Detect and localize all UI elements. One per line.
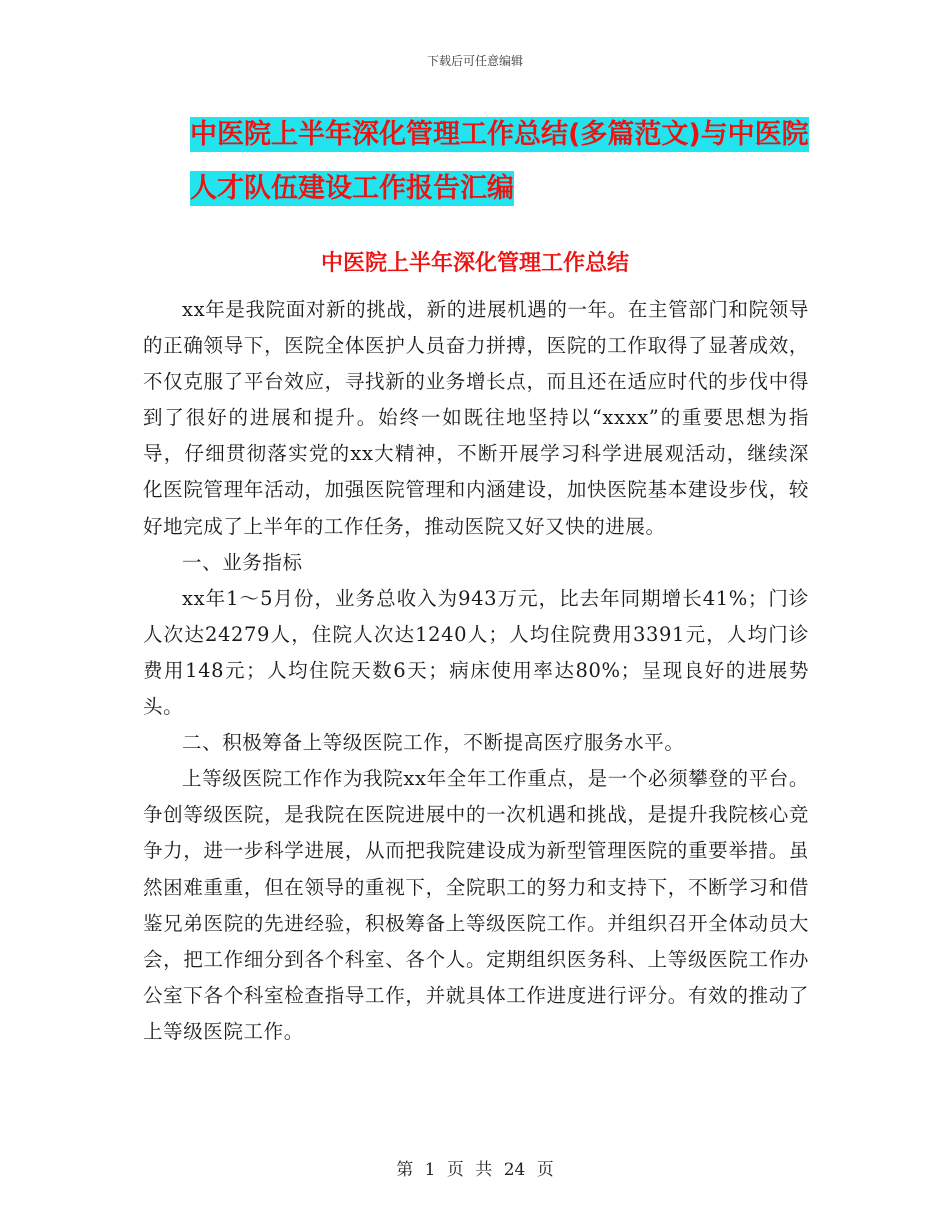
page-footer: 第 1 页 共 24 页: [396, 1160, 554, 1180]
heading-hospital-grading: 二、积极筹备上等级医院工作，不断提高医疗服务水平。: [182, 731, 685, 755]
section-title: 中医院上半年深化管理工作总结: [320, 251, 629, 276]
document-body: [143, 292, 809, 1050]
document-title: [190, 108, 810, 216]
title-line-2: 人才队伍建设工作报告汇编: [190, 173, 514, 204]
page-header-note: 下载后可任意编辑: [426, 54, 523, 68]
title-line-1: 中医院上半年深化管理工作总结(多篇范文)与中医院: [190, 119, 809, 150]
heading-business-indicators: 一、业务指标: [182, 550, 303, 574]
paragraph-business-indicators: xx年1～5月份，业务总收入为943万元，比去年同期增长41%；门诊人次达24279人，住院人次达1240人；人均住院费用3391元，人均门诊费用148元；人均住院天数6天；病床使用率达80%；呈现良好的进展势头。: [143, 586, 809, 719]
paragraph-intro: xx年是我院面对新的挑战，新的进展机遇的一年。在主管部门和院领导的正确领导下，医院全体医护人员奋力拼搏，医院的工作取得了显著成效，不仅克服了平台效应，寻找新的业务增长点，而且还在适应时代的步伐中得到了很好的进展和提升。始终一如既往地坚持以“xxxx”的重要思想为指导，仔细贯彻落实党的xx大精神，不断开展学习科学进展观活动，继续深化医院管理年活动，加强医院管理和内涵建设，加快医院基本建设步伐，较好地完成了上半年的工作任务，推动医院又好又快的进展。: [143, 298, 809, 538]
paragraph-hospital-grading: 上等级医院工作作为我院xx年全年工作重点，是一个必须攀登的平台。争创等级医院，是我院在医院进展中的一次机遇和挑战，是提升我院核心竞争力，进一步科学进展，从而把我院建设成为新型管理医院的重要举措。虽然困难重重，但在领导的重视下，全院职工的努力和支持下，不断学习和借鉴兄弟医院的先进经验，积极筹备上等级医院工作。并组织召开全体动员大会，把工作细分到各个科室、各个人。定期组织医务科、上等级医院工作办公室下各个科室检查指导工作，并就具体工作进度进行评分。有效的推动了上等级医院工作。: [143, 767, 809, 1043]
